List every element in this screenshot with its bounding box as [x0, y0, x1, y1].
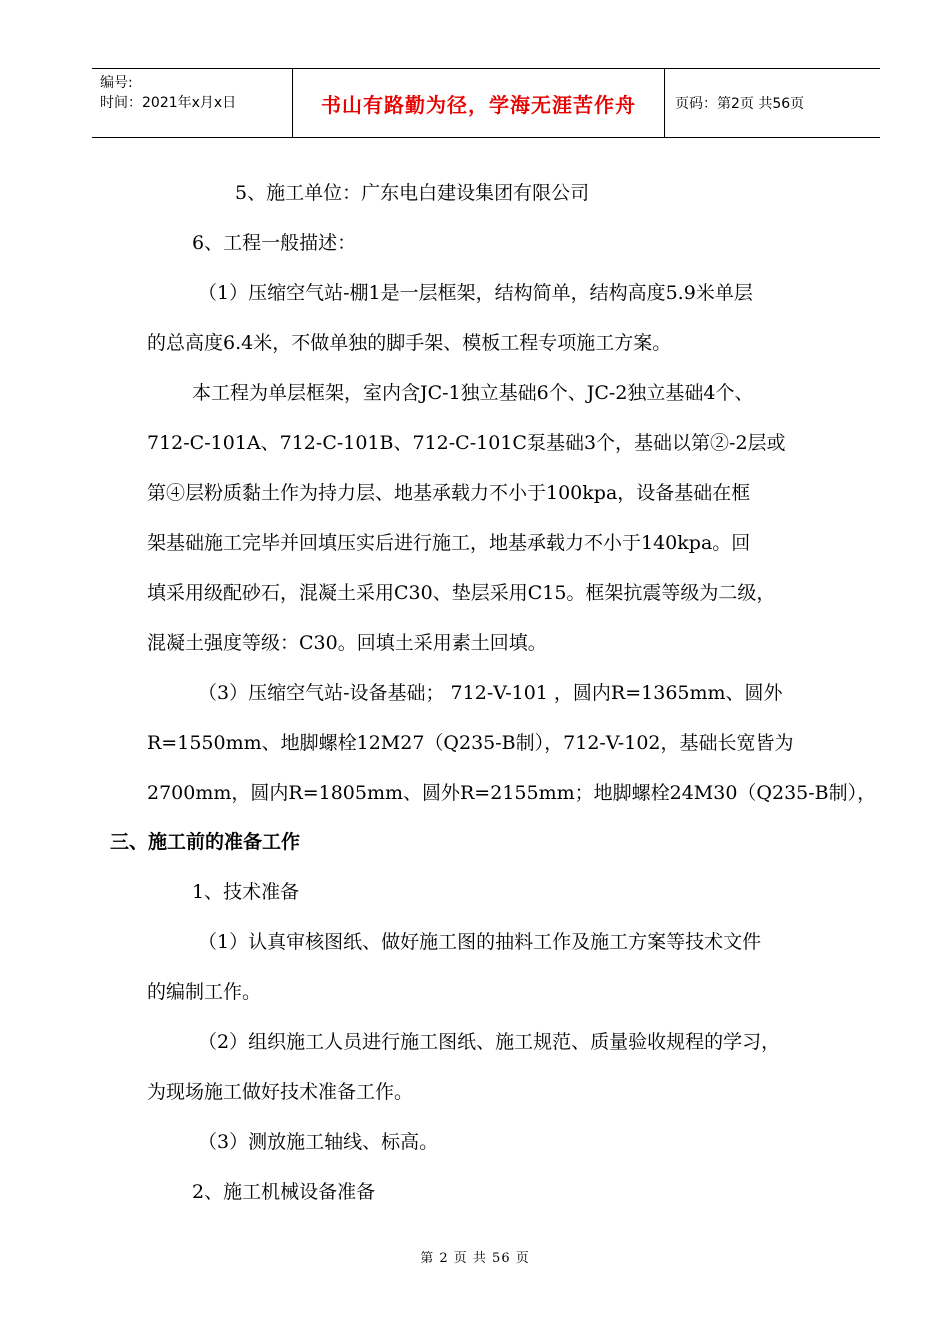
paragraph-line: 6、工程一般描述： [192, 232, 357, 254]
paragraph-line: 2700mm，圆内R=1805mm、圆外R=2155mm；地脚螺栓24M30（Q235-B制）， [147, 782, 877, 804]
paragraph-line: R=1550mm、地脚螺栓12M27（Q235-B制），712-V-102，基础长宽皆为 [147, 732, 794, 754]
paragraph-line: （1）认真审核图纸、做好施工图的抽料工作及施工方案等技术文件 [198, 931, 762, 953]
section-heading: 三、施工前的准备工作 [110, 831, 301, 853]
paragraph-line: （3）测放施工轴线、标高。 [198, 1131, 439, 1153]
paragraph-line: 的编制工作。 [147, 981, 262, 1003]
paragraph-line: 的总高度6.4米，不做单独的脚手架、模板工程专项施工方案。 [147, 332, 672, 354]
paragraph-line: （1）压缩空气站-棚1是一层框架，结构简单，结构高度5.9米单层 [198, 282, 753, 304]
paragraph-line: 架基础施工完毕并回填压实后进行施工，地基承载力不小于140kpa。回 [147, 532, 751, 554]
paragraph-line: 第④层粉质黏土作为持力层、地基承载力不小于100kpa，设备基础在框 [147, 482, 751, 504]
paragraph-line: 混凝土强度等级：C30。回填土采用素土回填。 [147, 632, 547, 654]
document-number-label: 编号: [100, 75, 133, 91]
header-motto: 书山有路勤为径，学海无涯苦作舟 [293, 69, 665, 137]
subsection-heading: 2、施工机械设备准备 [192, 1181, 376, 1203]
subsection-heading: 1、技术准备 [192, 881, 300, 903]
page-footer: 第 2 页 共 56 页 [420, 1251, 530, 1266]
paragraph-line: （3）压缩空气站-设备基础； 712-V-101 ，圆内R=1365mm、圆外 [198, 682, 783, 704]
paragraph-line: 本工程为单层框架，室内含JC-1独立基础6个、JC-2独立基础4个、 [192, 382, 754, 404]
page-header [92, 68, 880, 138]
paragraph-line: （2）组织施工人员进行施工图纸、施工规范、质量验收规程的学习， [198, 1031, 781, 1053]
header-meta [92, 69, 293, 137]
paragraph-line: 填采用级配砂石，混凝土采用C30、垫层采用C15。框架抗震等级为二级， [147, 582, 776, 604]
document-date: 时间：2021年x月x日 [100, 95, 237, 111]
paragraph-line: 5、施工单位：广东电白建设集团有限公司 [235, 182, 590, 204]
header-page-number: 页码：第2页 共56页 [675, 96, 805, 112]
paragraph-line: 712-C-101A、712-C-101B、712-C-101C泵基础3个，基础以第②-2层或 [147, 432, 786, 454]
paragraph-line: 为现场施工做好技术准备工作。 [147, 1081, 414, 1103]
